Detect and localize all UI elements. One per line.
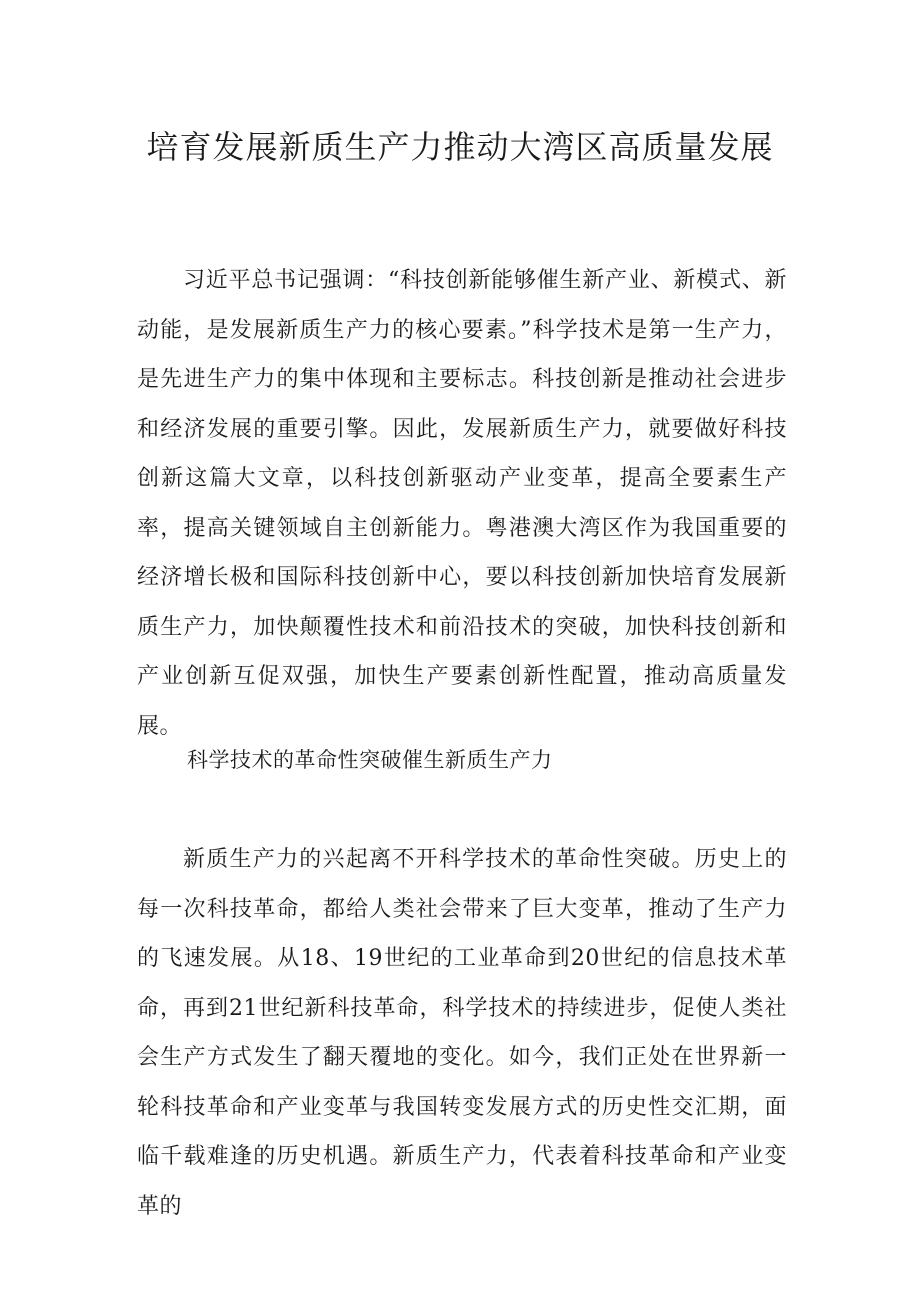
intro-paragraph: 习近平总书记强调：“科技创新能够催生新产业、新模式、新动能，是发展新质生产力的核心要素。”科学技术是第一生产力，是先进生产力的集中体现和主要标志。科技创新是推动社会进步和经济发展的重要引擎。因此，发展新质生产力，就要做好科技创新这篇大文章，以科技创新驱动产业变革，提高全要素生产率，提高关键领域自主创新能力。粤港澳大湾区作为我国重要的经济增长极和国际科技创新中心，要以科技创新加快培育发展新质生产力，加快颠覆性技术和前沿技术的突破，加快科技创新和产业创新互促双强，加快生产要素创新性配置，推动高质量发展。 (137, 268, 787, 739)
section-heading: 科学技术的革命性突破催生新质生产力 (187, 748, 553, 772)
document-title: 培育发展新质生产力推动大湾区高质量发展 (146, 128, 774, 166)
section-paragraph: 新质生产力的兴起离不开科学技术的革命性突破。历史上的每一次科技革命，都给人类社会带来了巨大变革，推动了生产力的飞速发展。从18、19世纪的工业革命到20世纪的信息技术革命，再到21世纪新科技革命，科学技术的持续进步，促使人类社会生产方式发生了翻天覆地的变化。如今，我们正处在世界新一轮科技革命和产业变革与我国转变发展方式的历史性交汇期，面临千载难逢的历史机遇。新质生产力，代表着科技革命和产业变革的 (137, 847, 787, 1219)
